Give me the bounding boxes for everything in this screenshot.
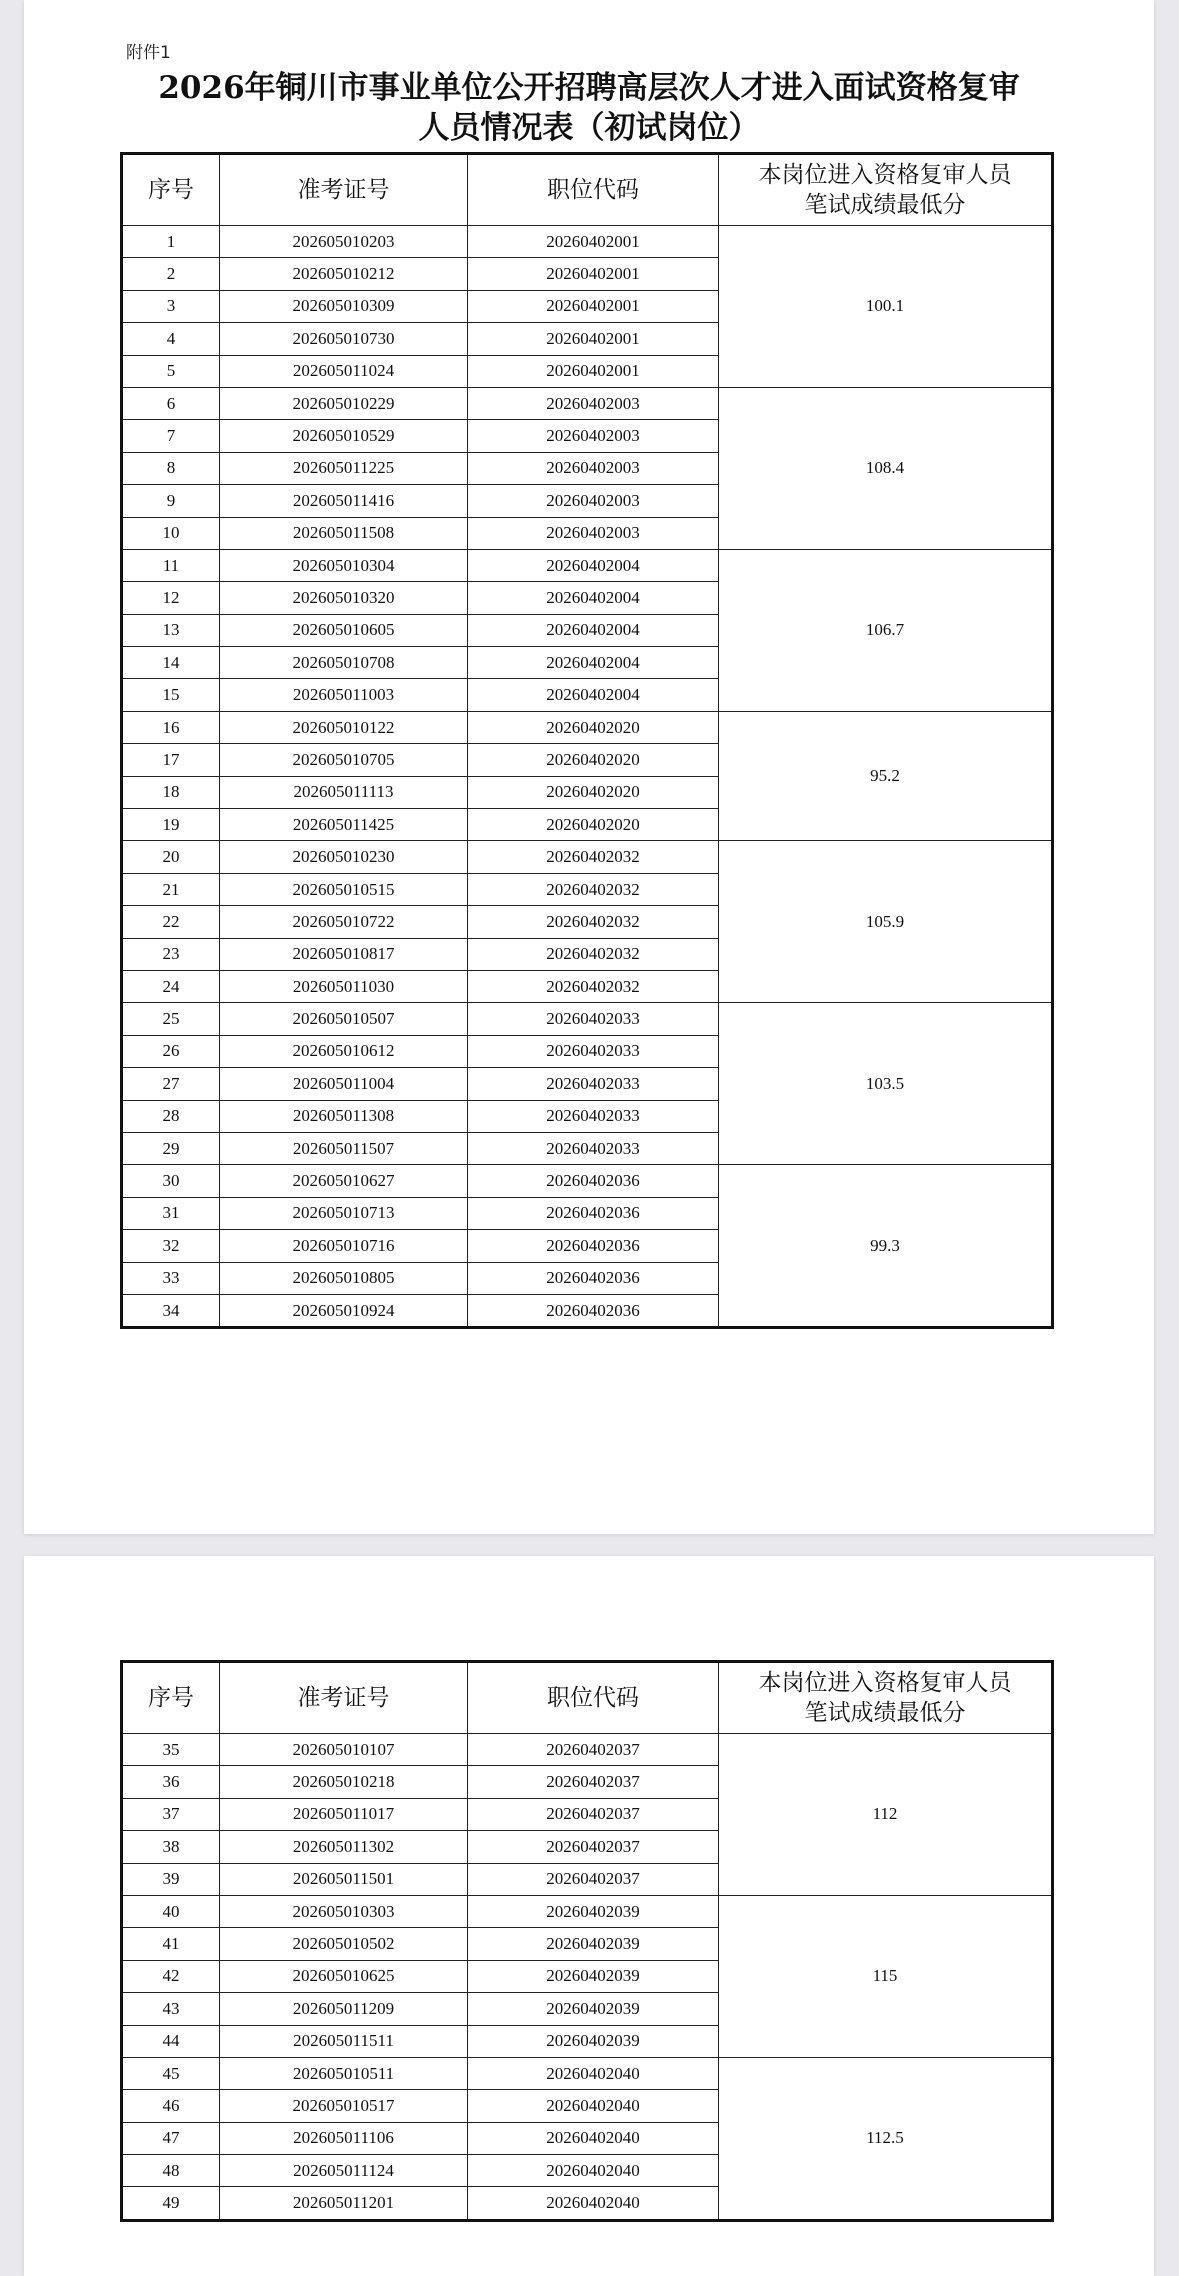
seq-cell: 17: [122, 744, 220, 776]
seq-cell: 2: [122, 258, 220, 290]
ticket-number-cell: 202605010507: [220, 1003, 468, 1035]
min-score-cell: 95.2: [719, 711, 1053, 841]
position-code-cell: 20260402004: [468, 679, 719, 711]
ticket-number-cell: 202605010502: [220, 1928, 468, 1960]
seq-cell: 10: [122, 517, 220, 549]
position-code-cell: 20260402037: [468, 1798, 719, 1830]
ticket-number-cell: 202605011508: [220, 517, 468, 549]
seq-cell: 16: [122, 711, 220, 743]
seq-cell: 19: [122, 809, 220, 841]
min-score-cell: 115: [719, 1895, 1053, 2057]
seq-cell: 36: [122, 1766, 220, 1798]
table-row: [122, 226, 1053, 258]
position-code-cell: 20260402032: [468, 938, 719, 970]
min-score-cell: 112: [719, 1734, 1053, 1896]
attachment-label: 附件1: [126, 43, 171, 63]
header-min-score-line-2: 笔试成绩最低分: [804, 192, 966, 218]
position-code-cell: 20260402036: [468, 1230, 719, 1262]
ticket-number-cell: 202605011425: [220, 809, 468, 841]
seq-cell: 13: [122, 614, 220, 646]
position-code-cell: 20260402032: [468, 841, 719, 873]
ticket-number-cell: 202605010805: [220, 1262, 468, 1294]
position-code-cell: 20260402040: [468, 2155, 719, 2187]
header-min-score: [719, 1662, 1053, 1734]
seq-cell: 14: [122, 647, 220, 679]
table-row: [122, 549, 1053, 581]
table-row: [122, 711, 1053, 743]
seq-cell: 4: [122, 323, 220, 355]
seq-cell: 1: [122, 226, 220, 258]
ticket-number-cell: 202605011209: [220, 1993, 468, 2025]
position-code-cell: 20260402003: [468, 452, 719, 484]
ticket-number-cell: 202605010303: [220, 1895, 468, 1927]
position-code-cell: 20260402036: [468, 1197, 719, 1229]
seq-cell: 20: [122, 841, 220, 873]
ticket-number-cell: 202605011017: [220, 1798, 468, 1830]
seq-cell: 3: [122, 290, 220, 322]
position-code-cell: 20260402020: [468, 809, 719, 841]
ticket-number-cell: 202605010605: [220, 614, 468, 646]
position-code-cell: 20260402001: [468, 355, 719, 387]
ticket-number-cell: 202605011501: [220, 1863, 468, 1895]
ticket-number-cell: 202605011004: [220, 1068, 468, 1100]
position-code-cell: 20260402036: [468, 1294, 719, 1327]
seq-cell: 41: [122, 1928, 220, 1960]
table-header-row: [122, 1662, 1053, 1734]
position-code-cell: 20260402004: [468, 614, 719, 646]
position-code-cell: 20260402040: [468, 2187, 719, 2220]
seq-cell: 25: [122, 1003, 220, 1035]
header-min-score-line-1: 本岗位进入资格复审人员: [758, 1670, 1012, 1696]
ticket-number-cell: 202605011308: [220, 1100, 468, 1132]
position-code-cell: 20260402003: [468, 485, 719, 517]
ticket-number-cell: 202605010229: [220, 387, 468, 419]
table-row: [122, 841, 1053, 873]
position-code-cell: 20260402020: [468, 711, 719, 743]
ticket-number-cell: 202605010203: [220, 226, 468, 258]
position-code-cell: 20260402001: [468, 323, 719, 355]
seq-cell: 21: [122, 873, 220, 905]
table-body-page-2: [122, 1734, 1053, 2221]
seq-cell: 46: [122, 2090, 220, 2122]
position-code-cell: 20260402039: [468, 1993, 719, 2025]
seq-cell: 8: [122, 452, 220, 484]
position-code-cell: 20260402001: [468, 258, 719, 290]
table-header-row: [122, 154, 1053, 226]
ticket-number-cell: 202605010122: [220, 711, 468, 743]
seq-cell: 47: [122, 2122, 220, 2154]
ticket-number-cell: 202605010218: [220, 1766, 468, 1798]
ticket-number-cell: 202605010924: [220, 1294, 468, 1327]
position-code-cell: 20260402036: [468, 1262, 719, 1294]
position-code-cell: 20260402020: [468, 776, 719, 808]
ticket-number-cell: 202605011003: [220, 679, 468, 711]
min-score-cell: 103.5: [719, 1003, 1053, 1165]
min-score-cell: 100.1: [719, 226, 1053, 388]
position-code-cell: 20260402037: [468, 1863, 719, 1895]
seq-cell: 6: [122, 387, 220, 419]
min-score-cell: 105.9: [719, 841, 1053, 1003]
seq-cell: 28: [122, 1100, 220, 1132]
position-code-cell: 20260402001: [468, 226, 719, 258]
ticket-number-cell: 202605010627: [220, 1165, 468, 1197]
ticket-number-cell: 202605010529: [220, 420, 468, 452]
seq-cell: 39: [122, 1863, 220, 1895]
position-code-cell: 20260402037: [468, 1831, 719, 1863]
ticket-number-cell: 202605010515: [220, 873, 468, 905]
seq-cell: 35: [122, 1734, 220, 1766]
position-code-cell: 20260402033: [468, 1003, 719, 1035]
results-table-page-1: [120, 152, 1054, 1329]
seq-cell: 24: [122, 970, 220, 1002]
document-title-line-1: 2026年铜川市事业单位公开招聘高层次人才进入面试资格复审: [158, 70, 1020, 106]
seq-cell: 5: [122, 355, 220, 387]
seq-cell: 27: [122, 1068, 220, 1100]
ticket-number-cell: 202605011511: [220, 2025, 468, 2057]
table-row: [122, 387, 1053, 419]
header-seq: 序号: [122, 154, 220, 226]
position-code-cell: 20260402039: [468, 1895, 719, 1927]
position-code-cell: 20260402033: [468, 1100, 719, 1132]
ticket-number-cell: 202605011124: [220, 2155, 468, 2187]
document-page-2: [24, 1556, 1154, 2276]
table-row: [122, 1165, 1053, 1197]
header-seq: 序号: [122, 1662, 220, 1734]
ticket-number-cell: 202605010517: [220, 2090, 468, 2122]
ticket-number-cell: 202605011201: [220, 2187, 468, 2220]
ticket-number-cell: 202605010722: [220, 906, 468, 938]
seq-cell: 31: [122, 1197, 220, 1229]
position-code-cell: 20260402037: [468, 1766, 719, 1798]
table-row: [122, 1003, 1053, 1035]
position-code-cell: 20260402001: [468, 290, 719, 322]
ticket-number-cell: 202605010705: [220, 744, 468, 776]
position-code-cell: 20260402033: [468, 1068, 719, 1100]
ticket-number-cell: 202605010625: [220, 1960, 468, 1992]
ticket-number-cell: 202605010230: [220, 841, 468, 873]
ticket-number-cell: 202605010107: [220, 1734, 468, 1766]
table-row: [122, 2057, 1053, 2089]
document-title-line-2: 人员情况表（初试岗位）: [418, 110, 760, 146]
ticket-number-cell: 202605011106: [220, 2122, 468, 2154]
seq-cell: 34: [122, 1294, 220, 1327]
seq-cell: 7: [122, 420, 220, 452]
position-code-cell: 20260402032: [468, 970, 719, 1002]
ticket-number-cell: 202605010713: [220, 1197, 468, 1229]
position-code-cell: 20260402020: [468, 744, 719, 776]
ticket-number-cell: 202605010612: [220, 1035, 468, 1067]
min-score-cell: 99.3: [719, 1165, 1053, 1328]
position-code-cell: 20260402003: [468, 517, 719, 549]
position-code-cell: 20260402003: [468, 387, 719, 419]
position-code-cell: 20260402039: [468, 1928, 719, 1960]
position-code-cell: 20260402004: [468, 582, 719, 614]
ticket-number-cell: 202605011416: [220, 485, 468, 517]
ticket-number-cell: 202605010212: [220, 258, 468, 290]
position-code-cell: 20260402036: [468, 1165, 719, 1197]
ticket-number-cell: 202605010309: [220, 290, 468, 322]
ticket-number-cell: 202605011302: [220, 1831, 468, 1863]
header-min-score-line-2: 笔试成绩最低分: [804, 1700, 966, 1726]
header-ticket-number: 准考证号: [220, 1662, 468, 1734]
ticket-number-cell: 202605010320: [220, 582, 468, 614]
seq-cell: 49: [122, 2187, 220, 2220]
seq-cell: 18: [122, 776, 220, 808]
header-position-code: 职位代码: [468, 154, 719, 226]
ticket-number-cell: 202605011113: [220, 776, 468, 808]
seq-cell: 32: [122, 1230, 220, 1262]
header-position-code: 职位代码: [468, 1662, 719, 1734]
header-ticket-number: 准考证号: [220, 154, 468, 226]
seq-cell: 11: [122, 549, 220, 581]
position-code-cell: 20260402032: [468, 873, 719, 905]
seq-cell: 30: [122, 1165, 220, 1197]
seq-cell: 9: [122, 485, 220, 517]
ticket-number-cell: 202605011507: [220, 1132, 468, 1164]
table-body-page-1: [122, 226, 1053, 1328]
position-code-cell: 20260402033: [468, 1035, 719, 1067]
position-code-cell: 20260402004: [468, 549, 719, 581]
seq-cell: 29: [122, 1132, 220, 1164]
table-row: [122, 1734, 1053, 1766]
results-table-page-2: [120, 1660, 1054, 2222]
position-code-cell: 20260402040: [468, 2122, 719, 2154]
seq-cell: 37: [122, 1798, 220, 1830]
table-row: [122, 1895, 1053, 1927]
ticket-number-cell: 202605010817: [220, 938, 468, 970]
ticket-number-cell: 202605011030: [220, 970, 468, 1002]
position-code-cell: 20260402039: [468, 2025, 719, 2057]
ticket-number-cell: 202605011225: [220, 452, 468, 484]
min-score-cell: 108.4: [719, 387, 1053, 549]
ticket-number-cell: 202605011024: [220, 355, 468, 387]
ticket-number-cell: 202605010511: [220, 2057, 468, 2089]
seq-cell: 43: [122, 1993, 220, 2025]
document-page-1: [24, 0, 1154, 1534]
position-code-cell: 20260402003: [468, 420, 719, 452]
seq-cell: 15: [122, 679, 220, 711]
header-min-score: [719, 154, 1053, 226]
seq-cell: 22: [122, 906, 220, 938]
seq-cell: 23: [122, 938, 220, 970]
min-score-cell: 112.5: [719, 2057, 1053, 2220]
ticket-number-cell: 202605010304: [220, 549, 468, 581]
position-code-cell: 20260402037: [468, 1734, 719, 1766]
seq-cell: 45: [122, 2057, 220, 2089]
seq-cell: 44: [122, 2025, 220, 2057]
seq-cell: 33: [122, 1262, 220, 1294]
position-code-cell: 20260402033: [468, 1132, 719, 1164]
seq-cell: 48: [122, 2155, 220, 2187]
position-code-cell: 20260402039: [468, 1960, 719, 1992]
min-score-cell: 106.7: [719, 549, 1053, 711]
ticket-number-cell: 202605010708: [220, 647, 468, 679]
seq-cell: 40: [122, 1895, 220, 1927]
seq-cell: 12: [122, 582, 220, 614]
position-code-cell: 20260402004: [468, 647, 719, 679]
seq-cell: 26: [122, 1035, 220, 1067]
ticket-number-cell: 202605010730: [220, 323, 468, 355]
seq-cell: 42: [122, 1960, 220, 1992]
header-min-score-line-1: 本岗位进入资格复审人员: [758, 162, 1012, 188]
seq-cell: 38: [122, 1831, 220, 1863]
position-code-cell: 20260402040: [468, 2057, 719, 2089]
position-code-cell: 20260402040: [468, 2090, 719, 2122]
position-code-cell: 20260402032: [468, 906, 719, 938]
ticket-number-cell: 202605010716: [220, 1230, 468, 1262]
